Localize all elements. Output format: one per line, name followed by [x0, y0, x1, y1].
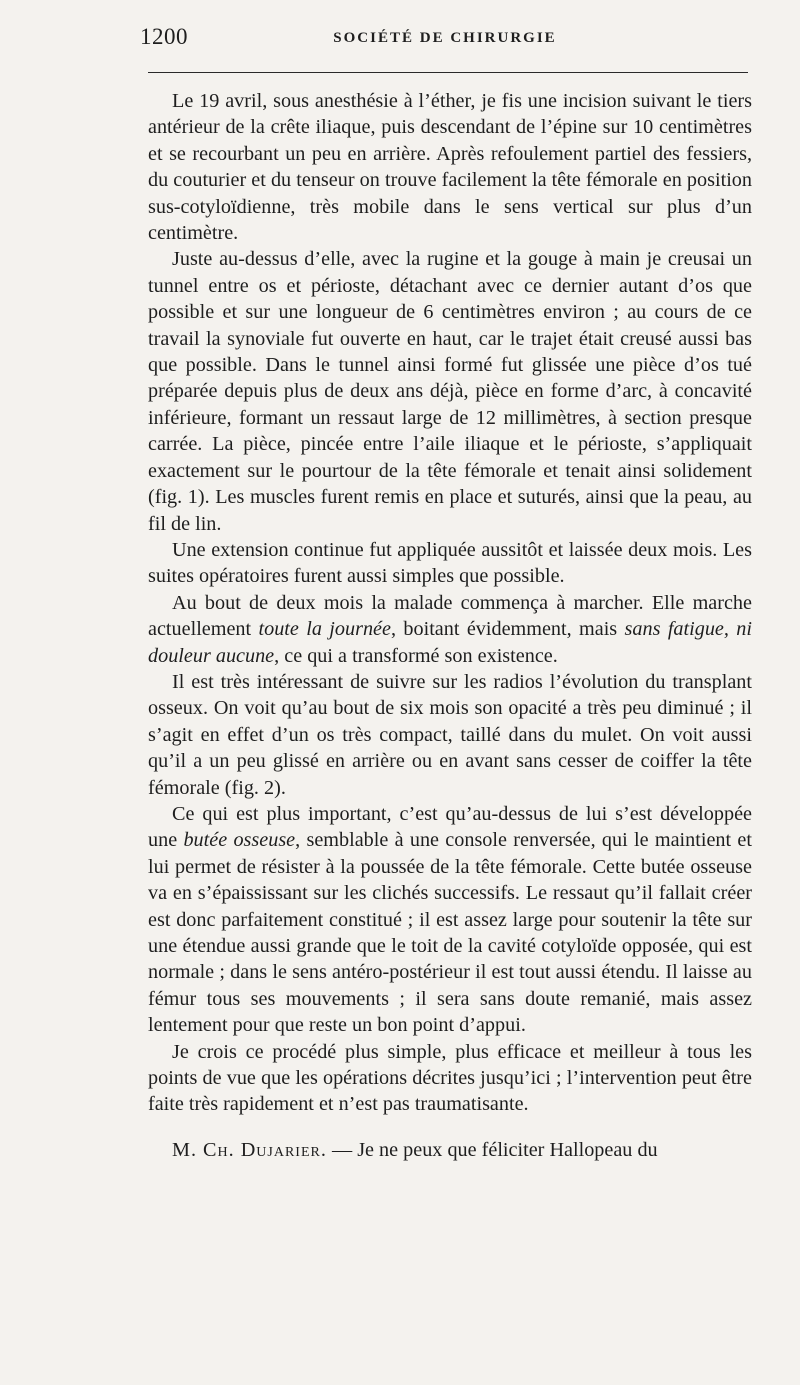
paragraph-outcome-text-3: , ce qui a transformé son existence.: [274, 644, 558, 667]
header-rule: [148, 72, 748, 73]
paragraph-outcome-text-2: , boitant évidemment, mais: [390, 618, 625, 641]
page-header: [140, 24, 750, 54]
paragraph-speaker: [148, 1137, 752, 1163]
page-number: 1200: [140, 24, 188, 49]
speaker-text: — Je ne peux que féliciter Hallopeau du: [326, 1138, 658, 1161]
paragraph-outcome: [148, 590, 752, 669]
body-text: [148, 88, 752, 1163]
paragraph-extension: Une extension continue fut appliquée aussitôt et laissée deux mois. Les suites opératoires furent aussi simples que possible.: [148, 538, 752, 588]
paragraph-radiographs: Il est très intéressant de suivre sur les radios l’évolution du transplant osseux. On voit qu’au bout de six mois son opacité a très peu diminué ; il s’agit en effet d’un os très compact, taillé dans du mulet. On voit aussi qu’il a un peu glissé en arrière ou en avant sans cesser de coiffer la tête fémorale (fig. 2).: [148, 670, 752, 799]
paragraph-conclusion: Je crois ce procédé plus simple, plus efficace et meilleur à tous les points de vue que les opérations décrites jusqu’ici ; l’intervention peut être faite très rapidement et n’est pas traumatisante.: [148, 1040, 752, 1116]
paragraph-butee-text-2: , semblable à une console renversée, qui le maintient et lui permet de résister à la poussée de la tête fémorale. Cette butée osseuse va en s’épaississant sur les clichés successifs. Le ressaut qu’il fallait créer est donc parfaitement constitué ; il est assez large pour soutenir la tête sur une étendue aussi grande que le toit de la cavité cotyloïde opposée, qui est normale ; dans le sens antéro-postérieur il est tout aussi étendu. Il laisse au fémur tous ses mouvements ; il sera sans doute remanié, mais assez lentement pour que reste un bon point d’appui.: [148, 829, 752, 1037]
speaker-name: M. Ch. Dujarier.: [172, 1138, 327, 1161]
paragraph-tunnel: Juste au-dessus d’elle, avec la rugine et la gouge à main je creusai un tunnel entre os et périoste, détachant avec ce dernier autant d’os que possible et sur une longueur de 6 centimètres environ ; au cours de ce travail la synoviale fut ouverte en haut, car le trajet était creusé aussi bas que possible. Dans le tunnel ainsi formé fut glissée une pièce d’os tué préparée depuis plus de deux ans déjà, pièce en forme d’arc, à concavité inférieure, formant un ressaut large de 12 millimètres, à section presque carrée. La pièce, pincée entre l’aile iliaque et le périoste, s’appliquait exactement sur le pourtour de la tête fémorale et tenait ainsi solidement (fig. 1). Les muscles furent remis en place et suturés, ainsi que la peau, au fil de lin.: [148, 248, 752, 535]
paragraph-butee: [148, 801, 752, 1039]
paragraph-operation: Le 19 avril, sous anesthésie à l’éther, je fis une incision suivant le tiers antérieur de la crête iliaque, puis descendant de l’épine sur 10 centimètres et se recourbant un peu en arrière. Après refoulement partiel des fessiers, du couturier et du tenseur on trouve facilement la tête fémorale en position sus-cotyloïdienne, très mobile dans le sens vertical sur plus d’un centimètre.: [148, 90, 752, 245]
emphasis-butee-osseuse: butée osseuse: [183, 829, 296, 852]
emphasis-sans-fatigue: sans fatigue, ni douleur aucune: [148, 618, 753, 667]
paragraph-butee-text-1: Ce qui est plus important, c’est qu’au-dessus de lui s’est développée une: [148, 802, 752, 852]
paragraph-outcome-text-1: Au bout de deux mois la malade commença à marcher. Elle marche actuellement: [148, 591, 752, 641]
emphasis-toute-la-journee: toute la journée: [258, 618, 391, 641]
running-head: SOCIÉTÉ DE CHIRURGIE: [333, 30, 557, 46]
